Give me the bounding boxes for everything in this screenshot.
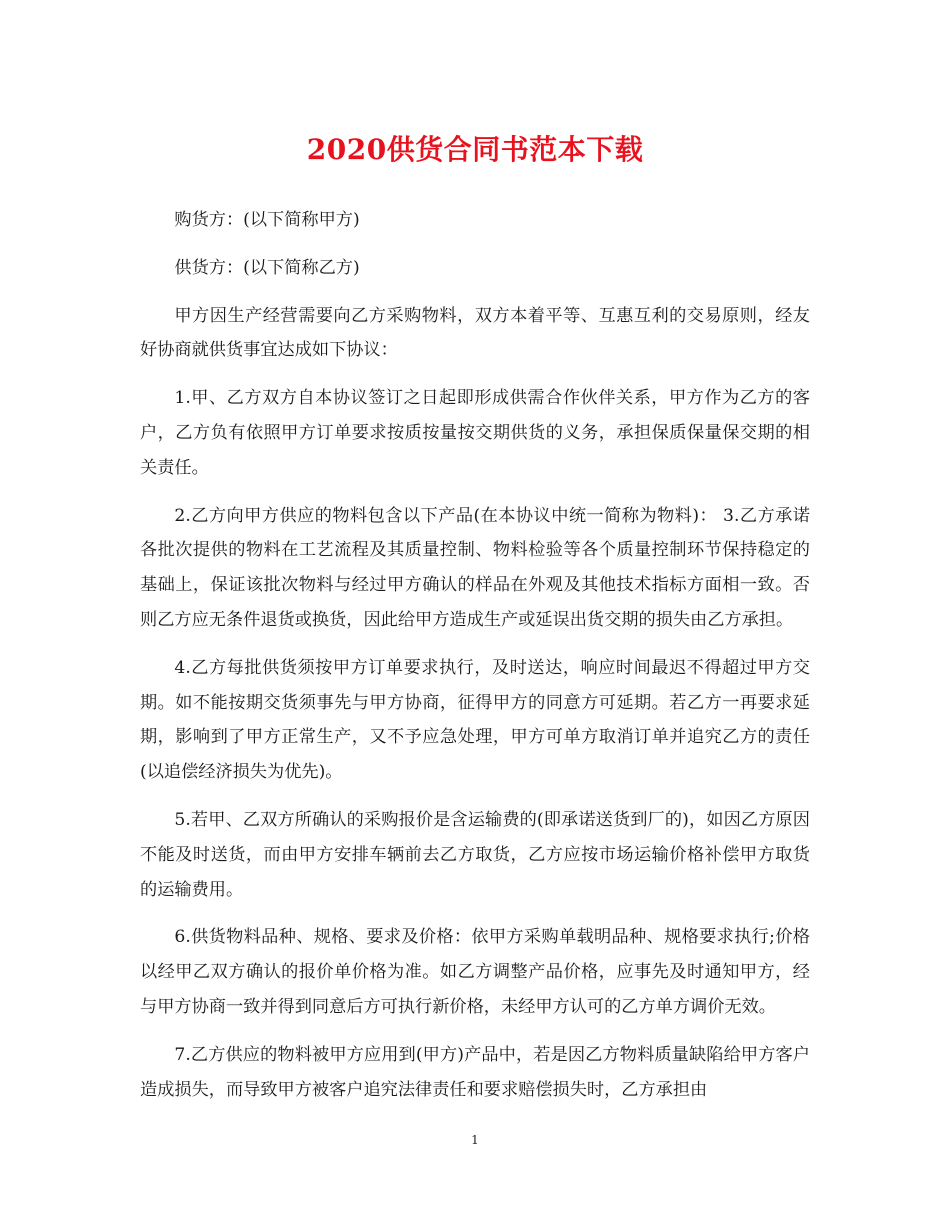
paragraph-preamble: 甲方因生产经营需要向乙方采购物料，双方本着平等、互惠互利的交易原则，经友好协商就供货事宜达成如下协议： [140, 305, 810, 361]
document-title: 2020供货合同书范本下载 [306, 133, 644, 166]
paragraph-clause-7: 7.乙方供应的物料被甲方应用到(甲方)产品中，若是因乙方物料质量缺陷给甲方客户造成损失，而导致甲方被客户追究法律责任和要求赔偿损失时，乙方承担由 [140, 1044, 810, 1100]
paragraph-clause-4: 4.乙方每批供货须按甲方订单要求执行，及时送达，响应时间最迟不得超过甲方交期。如不能按期交货须事先与甲方协商，征得甲方的同意方可延期。若乙方一再要求延期，影响到了甲方正常生产，又不予应急处理，甲方可单方取消订单并追究乙方的责任(以追偿经济损失为优先)。 [140, 657, 810, 783]
paragraph-clause-6: 6.供货物料品种、规格、要求及价格：依甲方采购单载明品种、规格要求执行;价格以经甲乙双方确认的报价单价格为准。如乙方调整产品价格，应事先及时通知甲方，经与甲方协商一致并得到同意后方可执行新价格，未经甲方认可的乙方单方调价无效。 [140, 927, 810, 1017]
paragraph-supplier: 供货方：(以下简称乙方) [174, 257, 360, 278]
paragraph-clause-1: 1.甲、乙方双方自本协议签订之日起即形成供需合作伙伴关系，甲方作为乙方的客户，乙方负有依照甲方订单要求按质按量按交期供货的义务，承担保质保量保交期的相关责任。 [140, 388, 810, 478]
page-number: 1 [471, 1133, 479, 1147]
paragraph-buyer: 购货方：(以下简称甲方) [174, 210, 360, 230]
document-body [140, 203, 810, 1120]
paragraph-clause-5: 5.若甲、乙双方所确认的采购报价是含运输费的(即承诺送货到厂的)，如因乙方原因不能及时送货，而由甲方安排车辆前去乙方取货，乙方应按市场运输价格补偿甲方取货的运输费用。 [140, 809, 810, 900]
paragraph-clause-2-3: 2.乙方向甲方供应的物料包含以下产品(在本协议中统一简称为物料)： 3.乙方承诺各批次提供的物料在工艺流程及其质量控制、物料检验等各个质量控制环节保持稳定的基础上，保证该批次物料与经过甲方确认的样品在外观及其他技术指标方面相一致。否则乙方应无条件退货或换货，因此给甲方造成生产或延误出货交期的损失由乙方承担。 [140, 505, 810, 630]
